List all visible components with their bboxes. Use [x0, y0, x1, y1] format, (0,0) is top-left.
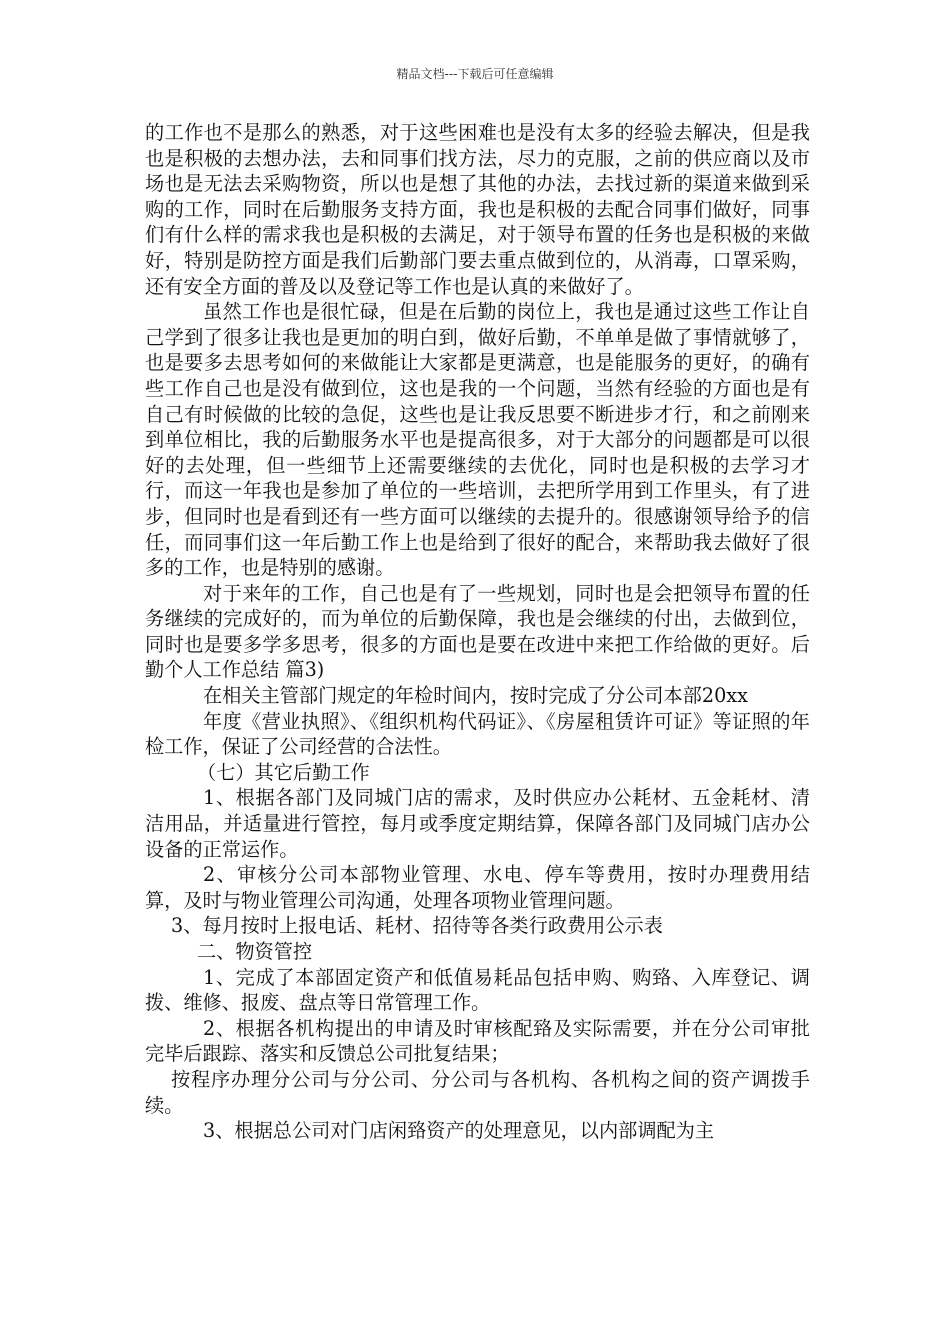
paragraph-asset-transfer: 按程序办理分公司与分公司、分公司与各机构、各机构之间的资产调拨手续。: [145, 1067, 810, 1117]
section-heading-other-logistics: （七）其它后勤工作: [197, 760, 370, 784]
page-header-watermark: 精品文档---下载后可任意编辑: [396, 67, 554, 81]
paragraph-next-year-plan: 对于来年的工作，自己也是有了一些规划，同时也是会把领导布置的任务继续的完成好的，而为单位的后勤保障，我也是会继续的付出，去做到位，同时也是要多学多思考，很多的方面也是要在改进中来把工作给做的更好。后勤个人工作总结 篇3): [145, 581, 810, 682]
list-item-expense-report: 3、每月按时上报电话、耗材、招待等各类行政费用公示表: [171, 914, 663, 938]
paragraph-reflection: 虽然工作也是很忙碌，但是在后勤的岗位上，我也是通过这些工作让自己学到了很多让我也是更加的明白到，做好后勤，不单单是做了事情就够了，也是要多去思考如何的来做能让大家都是更满意，也是能服务的更好，的确有些工作自己也是没有做到位，这也是我的一个问题，当然有经验的方面也是有自己有时候做的比较的急促，这些也是让我反思要不断进步才行，和之前刚来到单位相比，我的后勤服务水平也是提高很多，对于大部分的问题都是可以很好的去处理，但一些细节上还需要继续的去优化，同时也是积极的去学习才行，而这一年我也是参加了单位的一些培训，去把所学用到工作里头，有了进步，但同时也是看到还有一些方面可以继续的去提升的。很感谢领导给予的信任，而同事们这一年后勤工作上也是给到了很好的配合，来帮助我去做好了很多的工作，也是特别的感谢。: [145, 300, 810, 580]
section-heading-material-control: 二、物资管控: [197, 940, 313, 963]
document-body: [145, 120, 810, 1144]
paragraph-license-inspection: 年度《营业执照》、《组织机构代码证》、《房屋租赁许可证》等证照的年检工作，保证了公司经营的合法性。: [145, 709, 810, 759]
paragraph-annual-inspection: 在相关主管部门规定的年检时间内，按时完成了分公司本部20xx: [203, 684, 748, 708]
paragraph-continuation: 的工作也不是那么的熟悉，对于这些困难也是没有太多的经验去解决，但是我也是积极的去想办法，去和同事们找方法，尽力的克服，之前的供应商以及市场也是无法去采购物资，所以也是想了其他的办法，去找过新的渠道来做到采购的工作，同时在后勤服务支持方面，我也是积极的去配合同事们做好，同事们有什么样的需求我也是积极的去满足，对于领导布置的任务也是积极的来做好，特别是防控方面是我们后勤部门要去重点做到位的，从消毒，口罩采购，还有安全方面的普及以及登记等工作也是认真的来做好了。: [145, 121, 810, 298]
list-item-fixed-assets: 1、完成了本部固定资产和低值易耗品包括申购、购臵、入库登记、调拨、维修、报废、盘点等日常管理工作。: [145, 965, 810, 1015]
list-item-allocation-review: 2、根据各机构提出的申请及时审核配臵及实际需要，并在分公司审批完毕后跟踪、落实和反馈总公司批复结果；: [145, 1016, 810, 1066]
list-item-idle-assets: 3、根据总公司对门店闲臵资产的处理意见，以内部调配为主: [203, 1119, 715, 1143]
list-item-property-fees: 2、审核分公司本部物业管理、水电、停车等费用，按时办理费用结算，及时与物业管理公司沟通，处理各项物业管理问题。: [145, 863, 810, 912]
list-item-supplies: 1、根据各部门及同城门店的需求，及时供应办公耗材、五金耗材、清洁用品，并适量进行管控，每月或季度定期结算，保障各部门及同城门店办公设备的正常运作。: [145, 786, 810, 861]
